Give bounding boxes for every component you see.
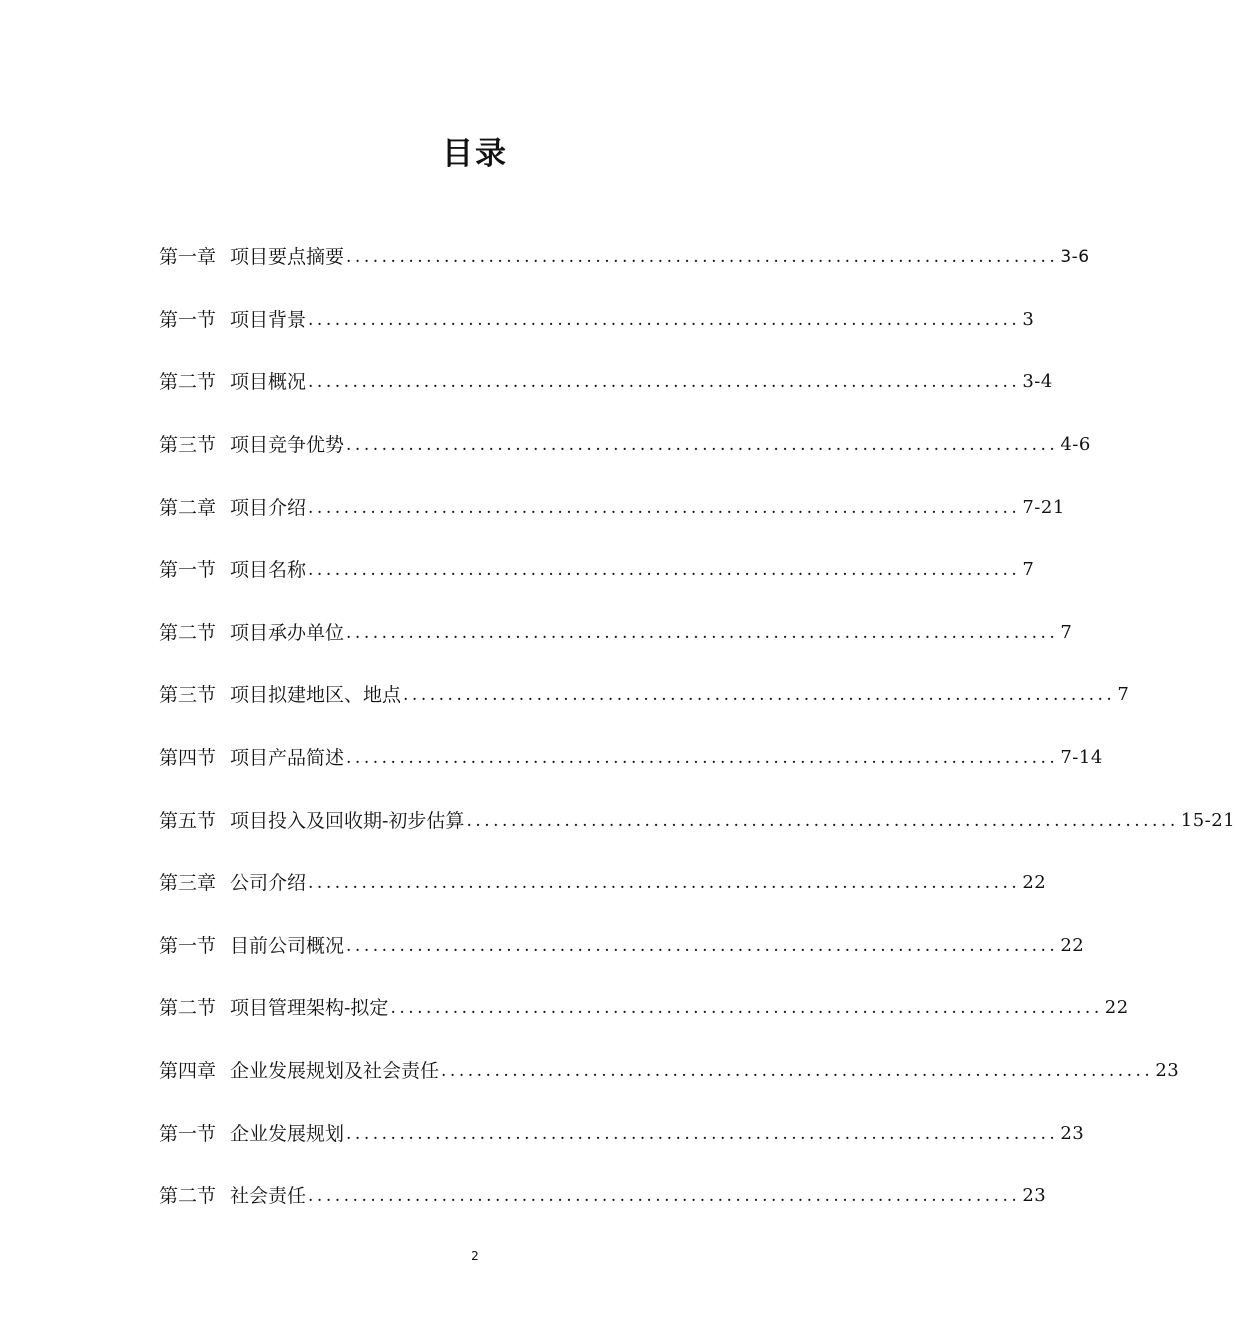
toc-entry-label	[159, 551, 306, 589]
dot-leader: ................................................................................	[346, 435, 1059, 456]
toc-entry[interactable]	[159, 852, 1047, 915]
toc-entry-label	[159, 238, 344, 276]
dot-leader: ................................................................................	[346, 1123, 1059, 1144]
toc-entry-label	[159, 1115, 344, 1153]
toc-entry[interactable]	[159, 414, 1091, 477]
toc-entry-page: 3	[1022, 308, 1035, 330]
toc-entry-level: 第四章	[159, 1060, 217, 1083]
toc-entry-level: 第四节	[159, 747, 217, 770]
toc-list	[159, 226, 1235, 1228]
dot-leader: ................................................................................	[466, 810, 1179, 831]
toc-entry-text: 企业发展规划及社会责任	[230, 1060, 440, 1083]
toc-entry-label	[159, 739, 344, 777]
toc-entry[interactable]	[159, 789, 1235, 852]
toc-entry-text: 项目概况	[230, 371, 307, 394]
toc-entry-text: 目前公司概况	[230, 934, 345, 957]
toc-entry-label	[159, 363, 306, 401]
toc-entry[interactable]	[159, 226, 1090, 289]
toc-entry-page: 22	[1060, 934, 1085, 956]
toc-entry-label	[159, 864, 306, 902]
dot-leader: ................................................................................	[308, 497, 1021, 518]
toc-entry-text: 项目名称	[230, 559, 307, 582]
toc-entry-page: 15-21	[1180, 809, 1235, 831]
toc-entry[interactable]	[159, 1040, 1180, 1103]
toc-entry-page: 23	[1060, 1122, 1085, 1144]
toc-entry-label	[159, 301, 306, 339]
toc-entry[interactable]	[159, 977, 1129, 1040]
toc-entry-page: 7	[1117, 684, 1130, 706]
toc-entry-label	[159, 927, 344, 965]
dot-leader: ................................................................................	[346, 748, 1059, 769]
toc-entry-page: 22	[1104, 997, 1129, 1019]
page-number: 2	[471, 1249, 479, 1263]
toc-entry-text: 项目管理架构-拟定	[230, 997, 389, 1020]
toc-entry[interactable]	[159, 539, 1035, 602]
dot-leader: ................................................................................	[346, 622, 1059, 643]
toc-entry-text: 项目要点摘要	[230, 246, 345, 269]
dot-leader: ................................................................................	[403, 685, 1116, 706]
toc-entry-level: 第三节	[159, 684, 217, 707]
toc-entry[interactable]	[159, 664, 1130, 727]
toc-entry-label	[159, 1177, 306, 1215]
toc-entry-label	[159, 676, 401, 714]
toc-entry-text: 项目产品简述	[230, 747, 345, 770]
toc-entry-label	[159, 489, 306, 527]
toc-entry-text: 项目背景	[230, 308, 307, 331]
toc-entry-text: 项目承办单位	[230, 621, 345, 644]
toc-entry-page: 7	[1022, 559, 1035, 581]
toc-entry-level: 第二章	[159, 496, 217, 519]
toc-entry-level: 第三节	[159, 434, 217, 457]
toc-entry-page: 3-4	[1022, 371, 1053, 393]
dot-leader: ................................................................................	[346, 935, 1059, 956]
toc-entry-text: 项目竞争优势	[230, 434, 345, 457]
toc-entry-text: 企业发展规划	[230, 1122, 345, 1145]
toc-entry-label	[159, 1052, 439, 1090]
toc-entry-text: 社会责任	[230, 1185, 307, 1208]
dot-leader: ................................................................................	[441, 1061, 1154, 1082]
toc-entry-text: 项目拟建地区、地点	[230, 684, 402, 707]
toc-entry[interactable]	[159, 476, 1065, 539]
toc-entry[interactable]	[159, 602, 1073, 665]
dot-leader: ................................................................................	[308, 560, 1021, 581]
toc-entry-level: 第一节	[159, 559, 217, 582]
toc-entry-level: 第二节	[159, 997, 217, 1020]
toc-entry-level: 第一节	[159, 1122, 217, 1145]
toc-entry-level: 第二节	[159, 371, 217, 394]
toc-entry-page: 4-6	[1060, 434, 1091, 456]
toc-entry-text: 公司介绍	[230, 872, 307, 895]
toc-entry-level: 第一章	[159, 246, 217, 269]
toc-entry[interactable]	[159, 351, 1053, 414]
toc-entry-label	[159, 802, 464, 840]
toc-title: 目录	[442, 136, 508, 172]
toc-entry[interactable]	[159, 289, 1035, 352]
toc-entry[interactable]	[159, 915, 1085, 978]
toc-entry-label	[159, 614, 344, 652]
toc-entry-page: 22	[1022, 872, 1047, 894]
dot-leader: ................................................................................	[390, 998, 1103, 1019]
toc-entry[interactable]	[159, 727, 1103, 790]
toc-entry-text: 项目投入及回收期-初步估算	[230, 809, 465, 832]
toc-entry[interactable]	[159, 1102, 1085, 1165]
toc-entry-page: 7	[1060, 621, 1073, 643]
dot-leader: ................................................................................	[308, 372, 1021, 393]
toc-entry-label	[159, 426, 344, 464]
dot-leader: ................................................................................	[308, 1186, 1021, 1207]
toc-entry-level: 第二节	[159, 621, 217, 644]
dot-leader: ................................................................................	[346, 247, 1059, 268]
toc-entry-page: 7-14	[1060, 747, 1103, 769]
toc-entry-level: 第一节	[159, 934, 217, 957]
toc-entry-level: 第二节	[159, 1185, 217, 1208]
toc-entry-page: 23	[1022, 1185, 1047, 1207]
toc-entry-text: 项目介绍	[230, 496, 307, 519]
dot-leader: ................................................................................	[308, 873, 1021, 894]
toc-entry-page: 3-6	[1060, 247, 1090, 268]
dot-leader: ................................................................................	[308, 309, 1021, 330]
toc-entry-page: 7-21	[1022, 496, 1065, 518]
toc-entry-label	[159, 989, 388, 1027]
toc-entry-level: 第三章	[159, 872, 217, 895]
toc-entry-level: 第一节	[159, 308, 217, 331]
toc-entry[interactable]	[159, 1165, 1047, 1228]
toc-entry-page: 23	[1155, 1060, 1180, 1082]
toc-entry-level: 第五节	[159, 809, 217, 832]
